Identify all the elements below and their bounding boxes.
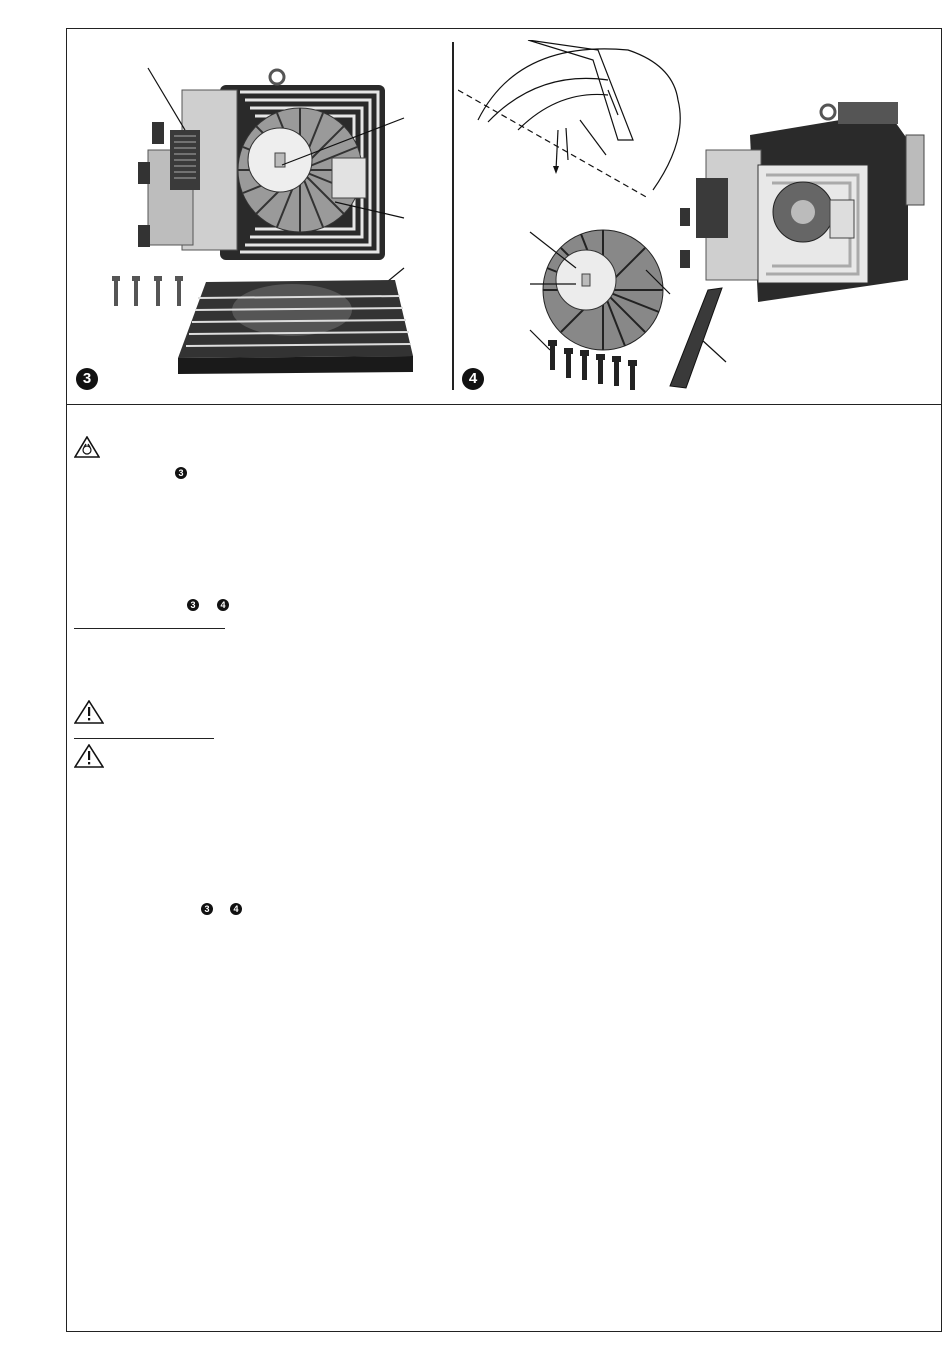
heading-underline	[74, 738, 214, 739]
figure-reference: 3	[201, 903, 213, 915]
figure-4-photo	[458, 40, 940, 396]
heading-underline	[74, 628, 225, 629]
figure-3-number: 3	[76, 368, 98, 390]
figure-4-illustration	[458, 40, 940, 396]
figure-divider	[66, 404, 942, 405]
figure-4-number: 4	[462, 368, 484, 390]
figure-reference: 4	[217, 599, 229, 611]
figure-reference: 3	[175, 467, 187, 479]
figure-reference: 4	[230, 903, 242, 915]
warning-triangle-icon	[74, 744, 104, 773]
figure-3-illustration	[70, 40, 448, 396]
figure-separator	[452, 42, 454, 390]
figure-reference: 3	[187, 599, 199, 611]
figure-3-photo	[70, 40, 448, 396]
protective-gloves-icon	[74, 436, 100, 463]
warning-triangle-icon	[74, 700, 104, 729]
